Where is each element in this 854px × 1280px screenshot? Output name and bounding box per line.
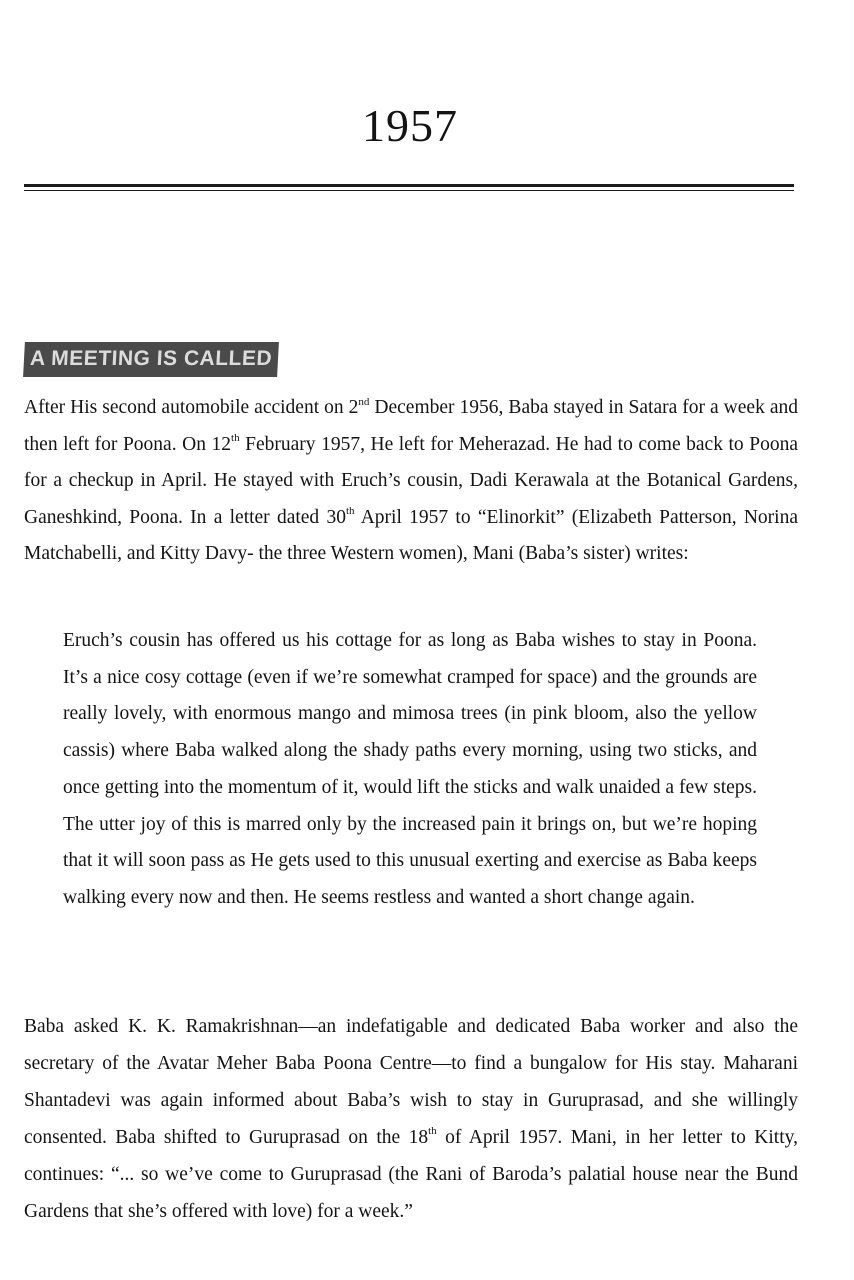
p1-text-1: After His second automobile accident on 2 bbox=[24, 397, 359, 418]
p2-sup-1: th bbox=[428, 1125, 437, 1138]
p1-text-2: December 1956, Baba stayed in Satara for a week and then left for Poona. On 12 bbox=[24, 397, 798, 455]
p2-text-1: Baba asked K. K. Ramakrishnan—an indefatigable and dedicated Baba worker and also the secretary of the Avatar Meher Baba Poona Centre—to find a bungalow for His stay. Maharani Shantadevi was again informed about Baba’s wish to stay in Guruprasad, and she willingly consented. Baba shifted to Guruprasad on the 18 bbox=[24, 1016, 798, 1148]
p1-text-3: February 1957, He left for Meherazad. He had to come back to Poona for a checkup in April. He stayed with Eruch’s cousin, Dadi Kerawala at the Botanical Gardens, Ganeshkind, Poona. In a letter dated 30 bbox=[24, 433, 798, 528]
p2-text-2: of April 1957. Mani, in her letter to Kitty, continues: “... so we’ve come to Guruprasad (the Rani of Baroda’s palatial house near the Bund Gardens that she’s offered with love) for a week.” bbox=[24, 1126, 798, 1222]
title-rule-thick bbox=[24, 184, 794, 187]
p1-sup-1: nd bbox=[358, 395, 370, 408]
p1-sup-3: th bbox=[345, 505, 355, 518]
p1-sup-2: th bbox=[231, 432, 240, 445]
block-quote: Eruch’s cousin has offered us his cottage for as long as Baba wishes to stay in Poona. It’s a nice cosy cottage (even if we’re somewhat cramped for space) and the grounds are really lovely, with enormous mango and mimosa trees (in pink bloom, also the yellow cassis) where Baba walked along the shady paths every morning, using two sticks, and once getting into the momentum of it, would lift the sticks and walk unaided a few steps. The utter joy of this is marred only by the increased pain it brings on, but we’re hoping that it will soon pass as He gets used to this unusual exerting and exercise as Baba keeps walking every now and then. He seems restless and wanted a short change again. bbox=[63, 630, 757, 908]
p1-text-4: April 1957 to “Elinorkit” (Elizabeth Patterson, Norina Matchabelli, and Kitty Davy- the three Western women), Mani (Baba’s sister) writes: bbox=[24, 506, 799, 565]
page-title: 1957 bbox=[362, 100, 458, 151]
section-heading: A MEETING IS CALLED bbox=[23, 342, 279, 377]
title-rule-thin bbox=[24, 190, 794, 191]
body-paragraph-2 bbox=[24, 1009, 798, 1230]
body-paragraph-1 bbox=[24, 390, 798, 573]
